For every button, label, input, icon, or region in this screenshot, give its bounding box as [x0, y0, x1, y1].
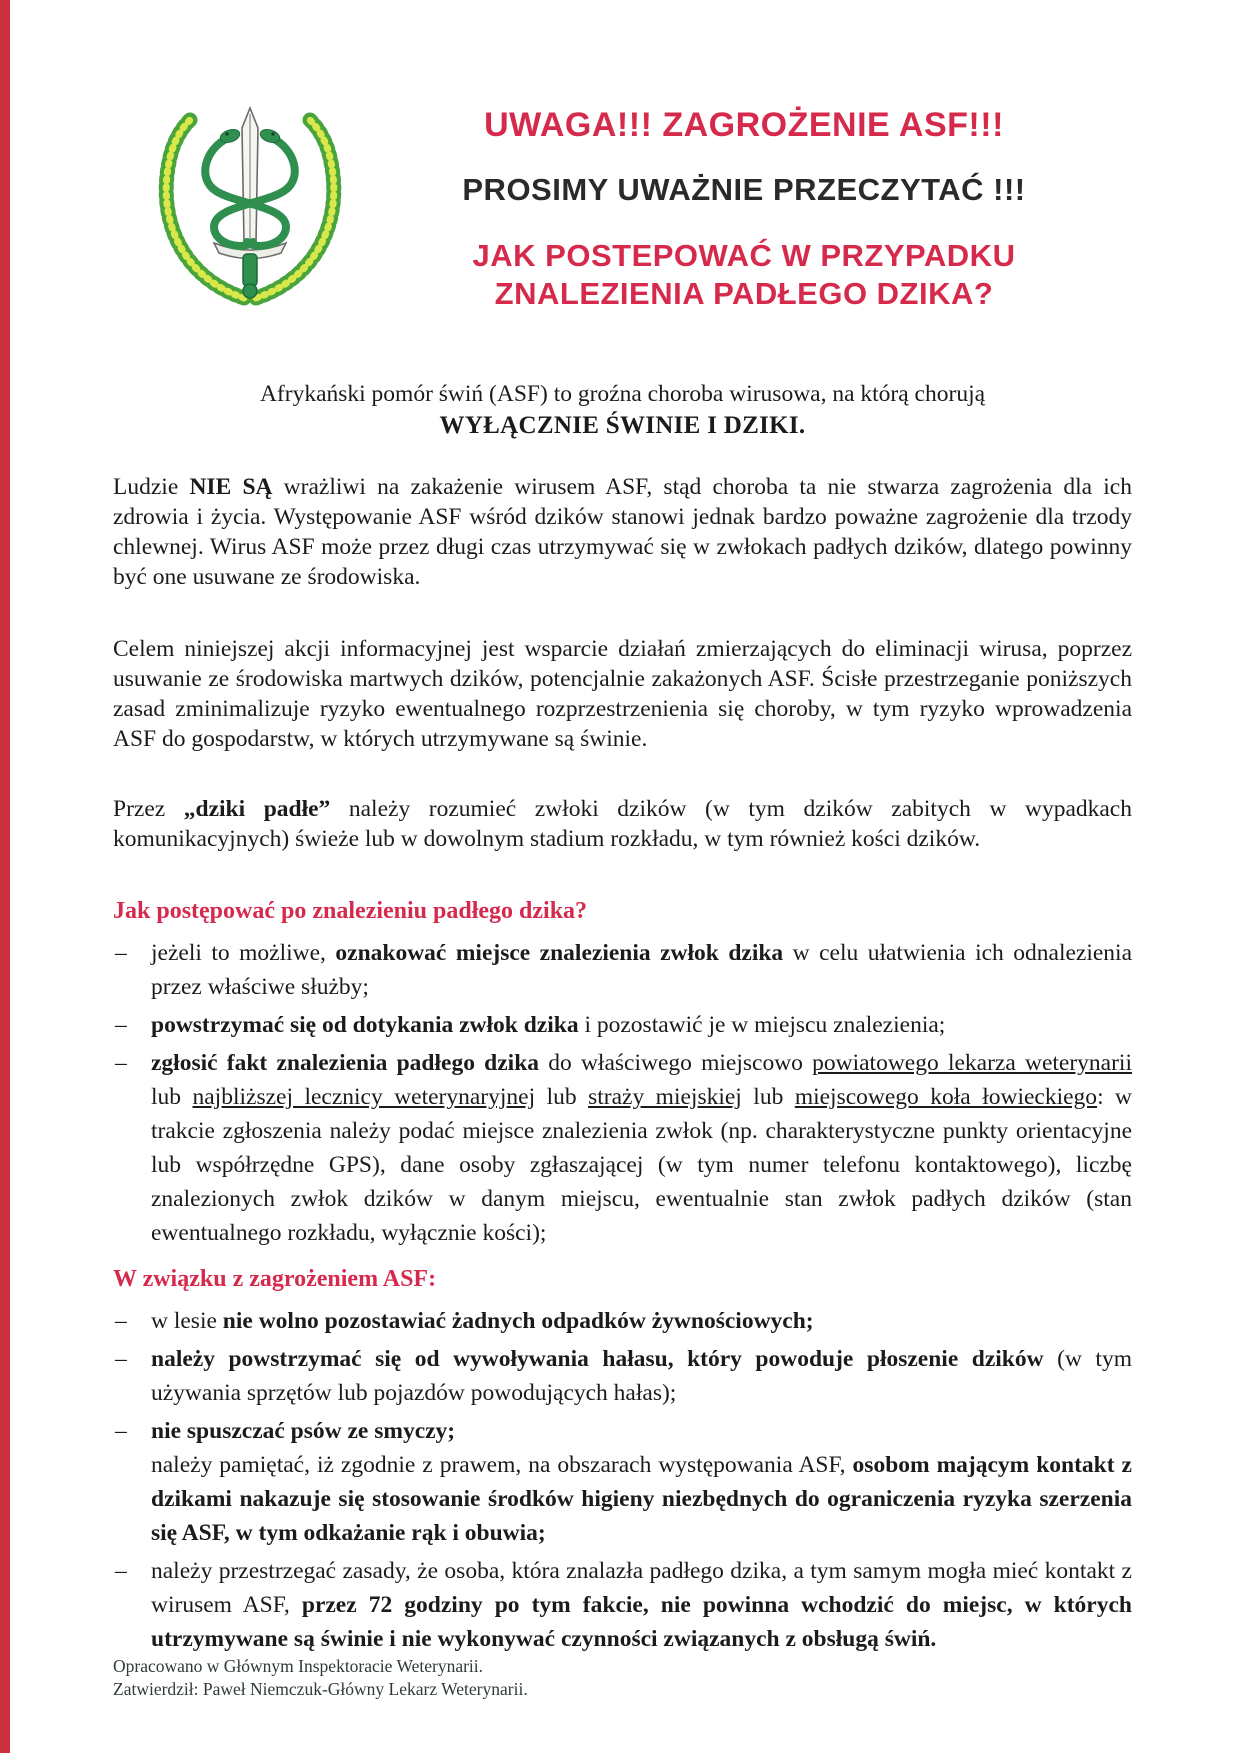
intro-line1: Afrykański pomór świń (ASF) to groźna choroba wirusowa, na którą chorują: [259, 381, 986, 407]
list-item: [113, 1008, 1132, 1042]
intro-statement: [113, 379, 1132, 441]
read-carefully-title: PROSIMY UWAŻNIE PRZECZYTAĆ !!!: [462, 172, 1026, 207]
paragraph-dziki-padle-definition: Przez „dziki padłe” należy rozumieć zwłoki dzików (w tym dzików zabitych w wypadkach komunikacyjnych) świeże lub w dowolnym stadium rozkładu, w tym również kości dzików.: [113, 796, 1132, 852]
document-footer: [113, 1655, 528, 1701]
list-item-text: nie spuszczać psów ze smyczy;: [151, 1418, 456, 1444]
veterinary-inspection-logo: [140, 94, 360, 306]
list-item-text: zgłosić fakt znalezienia padłego dzika do właściwego miejscowo powiatowego lekarza weterynarii lub najbliższej lecznicy weterynaryjnej lub straży miejskiej lub miejscowego koła łowieckiego: w trakcie zgłoszenia należy podać miejsce znalezienia zwłok (np. charakterystyczne punkty orientacyjne lub współrzędne GPS), dane osoby zgłaszającej (w tym numer telefonu kontaktowego), liczbę znalezionych zwłok dzików w danym miejscu, ewentualnie stan zwłok padłych dzików (stan ewentualnego rozkładu, wyłącznie kości);: [151, 1050, 1133, 1246]
howto-title: [360, 237, 1128, 313]
paragraph-humans-not-susceptible: Ludzie NIE SĄ wrażliwi na zakażenie wirusem ASF, stąd choroba ta nie stwarza zagrożenia dla ich zdrowia i życia. Występowanie ASF wśród dzików stanowi jednak bardzo poważne zagrożenie dla trzody chlewnej. Wirus ASF może przez długi czas utrzymywać się w zwłokach padłych dzików, dlatego powinny być one usuwane ze środowiska.: [113, 474, 1132, 590]
list-item-text: należy powstrzymać się od wywoływania hałasu, który powoduje płoszenie dzików (w tym używania sprzętów lub pojazdów powodujących hałas);: [151, 1346, 1132, 1406]
dash-marker: –: [115, 1558, 127, 1584]
scan-red-edge-artifact: [0, 0, 10, 1753]
howto-title-line1: JAK POSTEPOWAĆ W PRZYPADKU: [472, 238, 1016, 273]
dash-marker: –: [115, 1418, 127, 1444]
alert-title: UWAGA!!! ZAGROŻENIE ASF!!!: [484, 106, 1004, 144]
dash-marker: –: [115, 940, 127, 966]
section2-list: [113, 1304, 1132, 1656]
list-item-text: w lesie nie wolno pozostawiać żadnych odpadków żywnościowych;: [151, 1308, 814, 1334]
list-item-note: należy pamiętać, iż zgodnie z prawem, na obszarach występowania ASF, osobom mającym kontakt z dzikami nakazuje się stosowanie środków higieny niezbędnych do ograniczenia ryzyka szerzenia się ASF, w tym odkażanie rąk i obuwia;: [151, 1452, 1132, 1546]
dash-marker: –: [115, 1050, 127, 1076]
list-item: [113, 1304, 1132, 1338]
paragraph-campaign-goal: Celem niniejszej akcji informacyjnej jest wsparcie działań zmierzających do eliminacji wirusa, poprzez usuwanie ze środowiska martwych dzików, potencjalnie zakażonych ASF. Ścisłe przestrzeganie poniższych zasad zminimalizuje ryzyko ewentualnego rozprzestrzenienia się choroby, w tym ryzyko wprowadzenia ASF do gospodarstw, w których utrzymywane są świnie.: [113, 636, 1132, 752]
section1-list: [113, 936, 1132, 1250]
list-item-text: powstrzymać się od dotykania zwłok dzika i pozostawić je w miejscu znalezienia;: [151, 1012, 946, 1038]
list-item: [113, 936, 1132, 1004]
list-item: [113, 1342, 1132, 1410]
intro-line2: WYŁĄCZNIE ŚWINIE I DZIKI.: [439, 412, 806, 439]
caduceus-sword-wreath-icon: [140, 94, 360, 306]
section2-heading: W związku z zagrożeniem ASF:: [113, 1266, 437, 1292]
section1-heading: Jak postępować po znalezieniu padłego dzika?: [113, 898, 588, 924]
list-item-text: należy przestrzegać zasady, że osoba, która znalazła padłego dzika, a tym samym mogła mieć kontakt z wirusem ASF, przez 72 godziny po tym fakcie, nie powinna wchodzić do miejsc, w których utrzymywane są świnie i nie wykonywać czynności związanych z obsługą świń.: [151, 1558, 1132, 1652]
dash-marker: –: [115, 1308, 127, 1334]
howto-title-line2: ZNALEZIENIA PADŁEGO DZIKA?: [494, 276, 994, 311]
list-item: [113, 1554, 1132, 1656]
footer-approved-by: Zatwierdził: Paweł Niemczuk-Główny Lekarz Weterynarii.: [113, 1679, 528, 1699]
dash-marker: –: [115, 1012, 127, 1038]
dash-marker: –: [115, 1346, 127, 1372]
footer-prepared-by: Opracowano w Głównym Inspektoracie Weterynarii.: [113, 1656, 484, 1676]
title-block: [360, 94, 1240, 313]
list-item-text: jeżeli to możliwe, oznakować miejsce znalezienia zwłok dzika w celu ułatwienia ich odnalezienia przez właściwe służby;: [151, 940, 1133, 1000]
list-item: [113, 1046, 1132, 1250]
list-item: [113, 1414, 1132, 1550]
document-body: [0, 379, 1240, 1656]
document-header: [0, 0, 1240, 313]
